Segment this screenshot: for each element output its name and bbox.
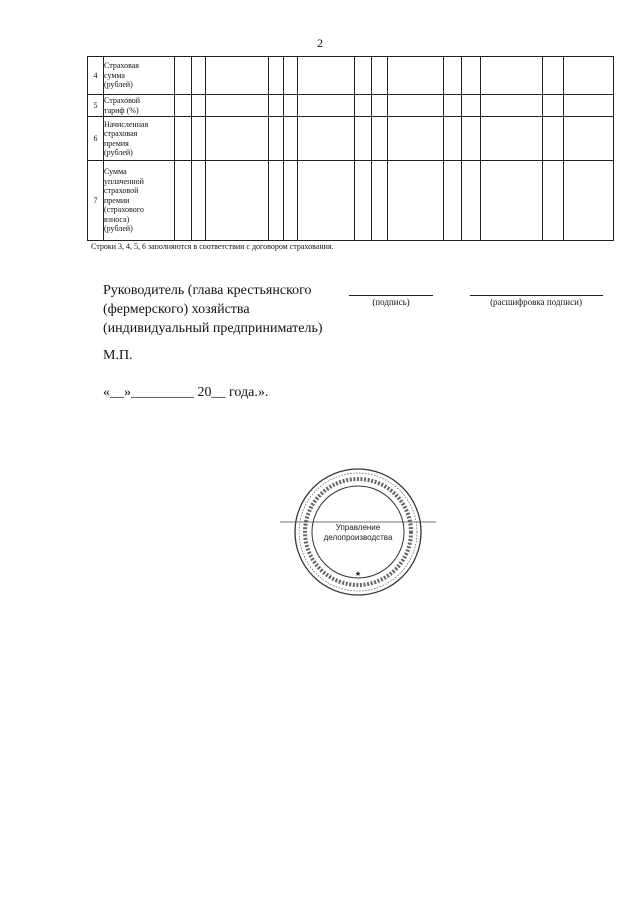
table-row [88, 161, 614, 241]
table-cell [355, 117, 372, 161]
role-line: Руководитель (глава крестьянского [103, 283, 312, 298]
signature-line [349, 295, 433, 296]
row-number: 5 [88, 95, 104, 117]
table-cell [355, 95, 372, 117]
table-cell [298, 117, 355, 161]
stamp-line-2: делопроизводства [323, 533, 393, 542]
official-stamp [278, 466, 438, 598]
table-note: Строки 3, 4, 5, 6 заполняются в соответствии с договором страхования. [91, 242, 334, 251]
table-cell [206, 161, 269, 241]
table-cell [564, 95, 614, 117]
table-cell [269, 95, 284, 117]
table-cell [388, 57, 444, 95]
row-label-line: Начисленная [104, 119, 149, 129]
row-label-line: премия [104, 138, 129, 148]
table-cell [564, 57, 614, 95]
row-label [104, 95, 175, 117]
table-cell [481, 57, 543, 95]
table-cell [269, 117, 284, 161]
insurance-table [87, 56, 614, 241]
table-cell [372, 117, 388, 161]
table-cell [543, 57, 564, 95]
row-label-line: страховой [104, 186, 139, 196]
table-cell [175, 57, 192, 95]
table-cell [444, 57, 462, 95]
stamp-star-icon: ★ [354, 570, 362, 578]
table-cell [388, 117, 444, 161]
table-cell [206, 57, 269, 95]
table-cell [481, 95, 543, 117]
row-label [104, 117, 175, 161]
table-cell [175, 95, 192, 117]
table-cell [372, 95, 388, 117]
row-label-line: (рублей) [104, 80, 133, 90]
signatory-role [103, 281, 323, 338]
table-cell [206, 117, 269, 161]
row-label-line: страховая [104, 129, 138, 138]
table-cell [284, 161, 298, 241]
page-number: 2 [317, 36, 323, 50]
role-line: (индивидуальный предприниматель) [103, 321, 323, 336]
table-cell [355, 161, 372, 241]
seal-placeholder: М.П. [103, 348, 133, 363]
row-label-line: тариф (%) [104, 105, 139, 115]
table-cell [444, 95, 462, 117]
table-cell [388, 161, 444, 241]
table-cell [269, 161, 284, 241]
row-label-line: (рублей) [104, 224, 133, 234]
table-cell [388, 95, 444, 117]
table-cell [462, 95, 481, 117]
table-cell [298, 161, 355, 241]
table-cell [372, 57, 388, 95]
table-cell [481, 117, 543, 161]
role-line: (фермерского) хозяйства [103, 302, 250, 317]
table-cell [175, 117, 192, 161]
row-label-line: взноса) [104, 214, 130, 224]
date-line: «__»_________ 20__ года.». [103, 385, 269, 400]
table-cell [298, 95, 355, 117]
table-cell [192, 161, 206, 241]
row-label-line: Страховой [104, 96, 141, 105]
signature-caption: (подпись) [372, 297, 410, 307]
table-row [88, 95, 614, 117]
row-label-line: Сумма [104, 167, 127, 177]
row-label-line: сумма [104, 70, 125, 80]
row-label-line: Страховая [104, 61, 139, 71]
table-row [88, 117, 614, 161]
table-cell [206, 95, 269, 117]
row-number: 4 [88, 57, 104, 95]
table-cell [564, 161, 614, 241]
signature-decoding-caption: (расшифровка подписи) [490, 297, 582, 307]
row-label-line: премии [104, 195, 130, 205]
table-cell [192, 117, 206, 161]
table-cell [543, 95, 564, 117]
table-cell [284, 95, 298, 117]
stamp-inner-ring [312, 486, 404, 578]
table-cell [372, 161, 388, 241]
table-cell [284, 117, 298, 161]
table-cell [564, 117, 614, 161]
table-cell [543, 117, 564, 161]
table-cell [269, 57, 284, 95]
table-cell [543, 161, 564, 241]
row-label [104, 161, 175, 241]
stamp-line-1: Управление [335, 523, 381, 532]
table-cell [462, 117, 481, 161]
table-cell [298, 57, 355, 95]
table-cell [192, 95, 206, 117]
table-cell [355, 57, 372, 95]
signature-decoding-line [470, 295, 603, 296]
table-cell [481, 161, 543, 241]
table-cell [444, 117, 462, 161]
table-cell [462, 161, 481, 241]
table-row [88, 57, 614, 95]
row-label-line: (страхового [104, 205, 144, 215]
table-cell [175, 161, 192, 241]
row-number: 6 [88, 117, 104, 161]
table-cell [192, 57, 206, 95]
table-cell [444, 161, 462, 241]
row-label-line: уплаченной [104, 176, 144, 186]
row-label-line: (рублей) [104, 148, 133, 157]
table-cell [284, 57, 298, 95]
row-label [104, 57, 175, 95]
table-cell [462, 57, 481, 95]
row-number: 7 [88, 161, 104, 241]
